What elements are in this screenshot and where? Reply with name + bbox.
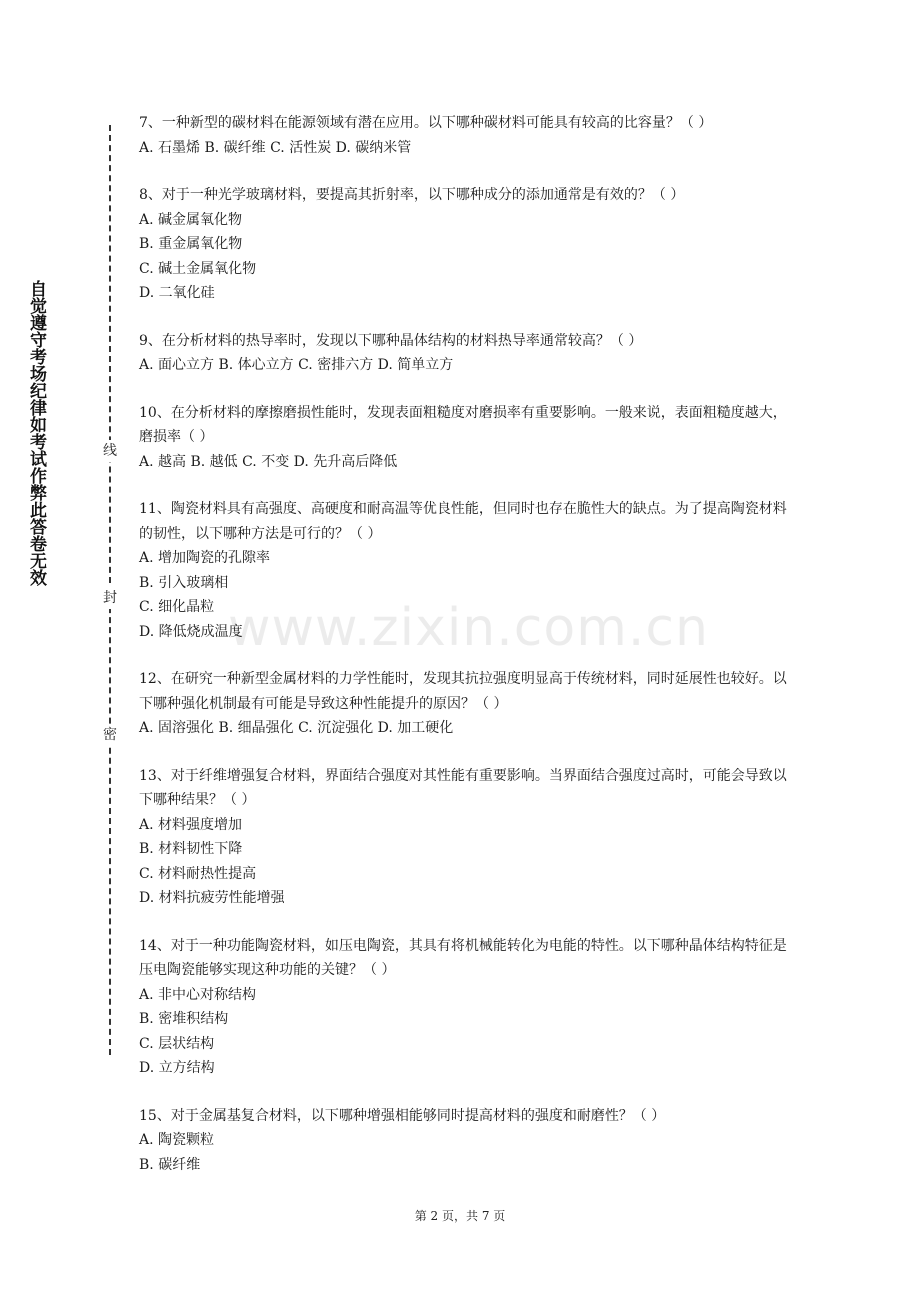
question-15 [139, 1104, 789, 1178]
question-13 [139, 764, 789, 911]
option-b: B. 碳纤维 [139, 1156, 201, 1173]
option-d: D. 二氧化硅 [139, 285, 215, 301]
question-14 [139, 934, 789, 1081]
question-11 [139, 497, 789, 644]
binding-mark-mi: 密 [101, 724, 119, 746]
question-10 [139, 401, 789, 475]
option-b: B. 密堆积结构 [139, 1011, 229, 1027]
question-stem: 13、对于纤维增强复合材料，界面结合强度对其性能有重要影响。当界面结合强度过高时，可能会导致以下哪种结果？（ ） [139, 767, 787, 808]
question-stem: 12、在研究一种新型金属材料的力学性能时，发现其抗拉强度明显高于传统材料，同时延展性也较好。以下哪种强化机制最有可能是导致这种性能提升的原因？（ ） [139, 671, 787, 712]
question-options: A. 石墨烯 B. 碳纤维 C. 活性炭 D. 碳纳米管 [139, 139, 412, 156]
option-c: C. 材料耐热性提高 [139, 865, 257, 882]
option-b: B. 材料韧性下降 [139, 841, 243, 857]
question-8 [139, 183, 789, 306]
option-b: B. 引入玻璃相 [139, 574, 229, 591]
binding-mark-feng: 封 [101, 587, 119, 609]
option-c: C. 碱土金属氧化物 [139, 260, 257, 277]
question-stem: 11、陶瓷材料具有高强度、高硬度和耐高温等优良性能，但同时也存在脆性大的缺点。为了提高陶瓷材料的韧性，以下哪种方法是可行的？（ ） [139, 501, 787, 542]
question-stem: 9、在分析材料的热导率时，发现以下哪种晶体结构的材料热导率通常较高？（ ） [139, 332, 643, 349]
exam-discipline-notice: 自觉遵守考场纪律如考试作弊此答卷无效 [26, 280, 46, 586]
option-a: A. 非中心对称结构 [139, 986, 257, 1003]
watermark: www.zixin.com.cn [228, 598, 709, 658]
question-list [139, 111, 789, 1200]
page-number: 第 2 页，共 7 页 [414, 1209, 506, 1223]
question-stem: 15、对于金属基复合材料，以下哪种增强相能够同时提高材料的强度和耐磨性？（ ） [139, 1107, 666, 1124]
option-a: A. 增加陶瓷的孔隙率 [139, 550, 271, 566]
option-d: D. 降低烧成温度 [139, 623, 243, 640]
question-options: A. 面心立方 B. 体心立方 C. 密排六方 D. 简单立方 [139, 357, 454, 373]
question-options: A. 越高 B. 越低 C. 不变 D. 先升高后降低 [139, 453, 398, 470]
question-stem: 10、在分析材料的摩擦磨损性能时，发现表面粗糙度对磨损率有重要影响。一般来说，表面粗糙度越大，磨损率（ ） [139, 404, 787, 445]
binding-mark-xian: 线 [101, 440, 119, 462]
option-a: A. 陶瓷颗粒 [139, 1132, 215, 1148]
question-12 [139, 667, 789, 741]
question-stem: 8、对于一种光学玻璃材料，要提高其折射率，以下哪种成分的添加通常是有效的？（ ） [139, 187, 685, 203]
option-d: D. 立方结构 [139, 1060, 215, 1076]
question-stem: 7、一种新型的碳材料在能源领域有潜在应用。以下哪种碳材料可能具有较高的比容量？（ ） [139, 115, 713, 131]
option-b: B. 重金属氧化物 [139, 236, 243, 252]
option-d: D. 材料抗疲劳性能增强 [139, 890, 285, 906]
option-c: C. 层状结构 [139, 1035, 215, 1052]
option-c: C. 细化晶粒 [139, 599, 215, 615]
question-9 [139, 329, 789, 378]
question-7 [139, 111, 789, 160]
question-options: A. 固溶强化 B. 细晶强化 C. 沉淀强化 D. 加工硬化 [139, 720, 454, 736]
option-a: A. 材料强度增加 [139, 816, 243, 833]
question-stem: 14、对于一种功能陶瓷材料，如压电陶瓷，其具有将机械能转化为电能的特性。以下哪种晶体结构特征是压电陶瓷能够实现这种功能的关键？（ ） [139, 937, 787, 978]
option-a: A. 碱金属氧化物 [139, 211, 243, 228]
